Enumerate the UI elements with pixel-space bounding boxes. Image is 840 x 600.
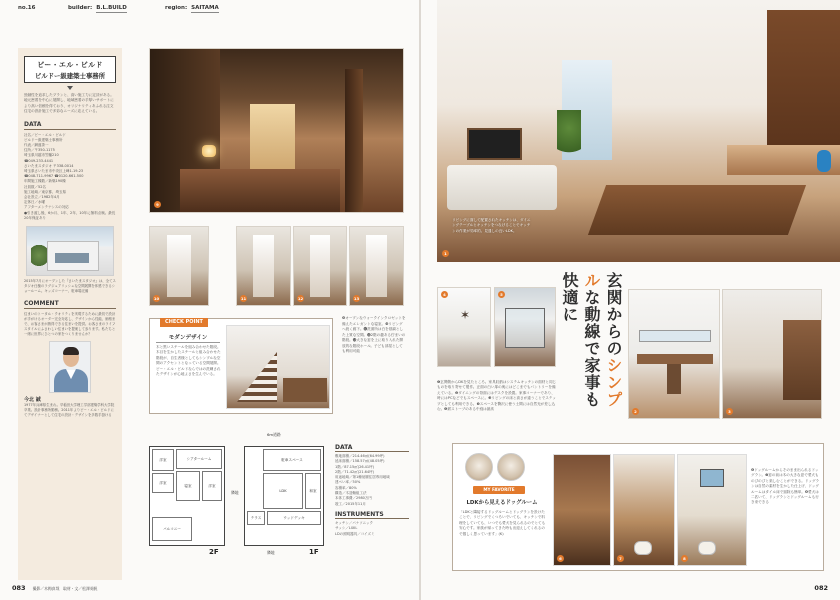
checkpoint-photo: [226, 325, 330, 409]
portrait-hair: [63, 347, 79, 355]
road-label: 6m道路: [267, 432, 281, 437]
office-photo: [26, 226, 114, 276]
tree-shape: [31, 245, 47, 271]
room: シアタールーム: [176, 449, 222, 469]
photo-number-badge: 4: [441, 291, 448, 298]
comment-text: 住まいのトータル・クオリティを実現するために最初で設計が手がけるオーダー完全対応し、デザインから性能、価格まで、お客さまが納得できる住まいを提供。お客さまのライフスタイルにふさわしい住まいを提案して参ります。私たちと一緒に世界にひとつの家をつくりませんか？: [24, 312, 116, 337]
room: バルコニー: [152, 517, 192, 541]
photo-notes: ❾オープンなウォークインクロゼットを備えたエレガントな寝室。❿リビングへ続く廊下。⓫洗面所は白を基調とした上質な空間。⓬2階の趣ある佇まいの階段。⓭大きな窓を上に取り入れた開放的な階段ホール。子ども部屋としても利用可能: [342, 316, 406, 353]
designer-bio: 1977年兵庫県生まれ。早稲田大学理工学部建築学科大学院卒業。設計事務所勤務。2011年よりビー・エル・ビルドにてデザイナーとして住宅の設計・デザインを多数手掛ける: [24, 403, 115, 418]
window-shape: [55, 253, 89, 263]
data-line: 施工地域／東京都、埼玉県: [24, 189, 66, 194]
profile-data-title: DATA: [24, 121, 116, 130]
plan-1f: [244, 446, 324, 546]
road-label: 隣地: [267, 550, 275, 555]
ceiling-fan-icon: ✶: [460, 308, 471, 322]
photo-number-badge: 9: [154, 201, 161, 208]
window-shape: [639, 330, 711, 342]
room: テラス: [247, 511, 265, 525]
room: LDK: [263, 473, 303, 509]
room: 洋室: [152, 473, 174, 493]
data-row: 敷地面積／214.46㎡(64.99坪): [335, 454, 385, 458]
dog-icon: [465, 453, 493, 481]
sofa-shape: [447, 165, 557, 210]
photo-dog-room: [553, 454, 611, 566]
photo-dog-door: [613, 454, 675, 566]
office-caption: 2015年7月にオープンした『さいたまスタジオ』は、全てスタジオ仕様のラグジュアリッシュな空間展開を体感できるショールーム。キッズコーナー、駐車場完備: [24, 279, 116, 294]
brand-box: [24, 56, 116, 83]
photo-number-badge: 1: [442, 250, 449, 257]
brand-kana: ビー・エル・ビルド: [37, 61, 103, 69]
headline-part: な動線で家事も快適に: [560, 272, 601, 408]
region-label: region: SAITAMA: [165, 5, 219, 11]
data-line: 年間施工棟数／新築190棟: [24, 179, 66, 184]
chair-shape: [667, 364, 681, 394]
designer-portrait: [49, 341, 91, 393]
footer-left: [12, 584, 97, 592]
profile-intro: 独創性を追求したプランと、高い施工力に定評がある。地元密着を中心に展開し、地域密着の手厚いサポートにより高い信頼を得ており、オリジナリティあふれる注文住宅の設計施工で多彩なニーズに応えている。: [24, 93, 114, 114]
bed-shape: [180, 169, 340, 213]
photo-washroom: [236, 226, 291, 306]
dog-icon: [698, 541, 716, 555]
house-data: [335, 444, 409, 537]
data-line: 埼玉県川越市笠幡210: [24, 153, 59, 158]
favorite-tag: MY FAVORITE: [473, 486, 525, 494]
tv-icon: [467, 128, 522, 160]
stair-shape: [237, 352, 277, 402]
instrument-row: サッシ／LIXIL: [335, 526, 358, 531]
data-line: ☎049-233-4441: [24, 158, 54, 163]
page-number-right: 082: [814, 584, 828, 592]
checkpoint-text: 木と黒いスチールを組み合わせた階段。木目を生かしたスチールと組み合わせた階段が、自生者様としてもシンプルな空間のアクセントとなっている空間展開。ビー・エル・ビルドならではの洗練されたデザインが心地よさを生んでいる。: [156, 345, 221, 377]
photo-study: [628, 289, 720, 419]
wall-shape: [310, 235, 331, 297]
photo-bedroom: [149, 48, 404, 213]
desk-shape: [637, 354, 713, 364]
photo-staircase: [349, 226, 404, 306]
data-row: 容積率／80%: [335, 485, 357, 490]
checkpoint-tag: CHECK POINT: [160, 318, 208, 327]
room: ウッドデッキ: [267, 511, 321, 525]
corridor-shape: [167, 235, 190, 297]
room: 駐車スペース: [263, 449, 321, 471]
builder-label: builder: B.L.BUILD: [68, 5, 127, 11]
checkpoint-title: モダンデザイン: [156, 333, 220, 343]
data-row: 延床面積／158.57㎡(48.05坪): [335, 459, 385, 464]
brand-name: ビルドー級建築士事務所: [34, 72, 106, 80]
favorite-side-captions: ❻ドッグルームからそのまま出られるドッグラン。❼窓の前は木の大きな窓で愛犬ものびのびと楽しむことができる。ドッグランは自然の素材を生かした仕上げ、ドッグルームはタイル床で掃除も簡単。❽愛犬は二匹いて、ドッグランとドッグルームも行き来できる: [751, 468, 820, 505]
room: 洋室: [202, 471, 222, 501]
photo-number-badge: 8: [681, 555, 688, 562]
data-line: ビルドー級建築士事務所: [24, 137, 63, 142]
vase-icon: [817, 150, 831, 172]
cabinet-shape: [767, 10, 840, 150]
data-row: 本体工事費／2980万円: [335, 496, 372, 501]
data-line: 社員数／52名: [24, 184, 46, 189]
plan-2f: [149, 446, 225, 546]
photo-hallway: [149, 226, 209, 306]
data-line: 社名／ビー・エル・ビルド: [24, 132, 66, 137]
photo-dog-run: [677, 454, 747, 566]
designer-name: 今北 誠: [24, 397, 41, 404]
house-data-title: DATA: [335, 444, 409, 452]
instruments-title: INSTRUMENTS: [335, 511, 409, 519]
favorite-title: LDKから見えるドッグルーム: [466, 500, 538, 506]
instrument-row: LDの照明器具／コイズミ: [335, 531, 375, 536]
photo-number-badge: 2: [632, 408, 639, 415]
comment-title: COMMENT: [24, 300, 116, 309]
arrow-down-icon: [67, 86, 73, 90]
page-gutter: [419, 0, 421, 600]
glass-shape: [505, 308, 545, 348]
shelf-shape: [283, 378, 327, 402]
photo-number-badge: 7: [617, 555, 624, 562]
data-line: 会社設立／1982年4月: [24, 195, 60, 200]
photo-number-badge: 10: [153, 296, 160, 301]
data-line: 定休日／水曜: [24, 200, 45, 205]
data-row: 用途地域／第1種低層住居専用地域: [335, 475, 390, 480]
data-line: 代表／網盛茶一: [24, 143, 49, 148]
ldk-caption: リビングに面して配置されたキッチンは、ダイニングテーブルとキッチンをつなげることでキッチンの作業が効率的。見通しの良いLDK。: [452, 218, 531, 233]
photo-number-badge: 12: [297, 296, 304, 301]
data-line: ●引き渡し後、6か月、1年、2年、10年に無料点検。最長20年保証あり: [24, 210, 116, 220]
room: 和室: [305, 473, 321, 509]
photo-number-badge: 11: [240, 296, 247, 301]
mid-captions: ❶玄関側からDKを見たところ。家具収納はシステムキッチンの面材と同じものを取り寄せて製作。正面の白い扉の奥にはどこまでもパントリーを備えている。❷ダイニングの背面にはデスクを設置。家事コーナーであり、時にはPCなどでもスペースに。❸リビングの床と高さが違うことでステップとしても利用できる。❹スペースを贅沢に使う土間には自然光が差し込む。❺薪ストーブのある中庭は最高: [437, 380, 557, 412]
data-row: 竣工／2015年11月: [335, 501, 366, 506]
photo-credit: 撮影／木梅真哉 取材・文／松澤英帆: [32, 586, 98, 591]
dog-icon: [634, 541, 652, 555]
floor-label-1f: 1F: [309, 548, 319, 556]
room: 寝室: [176, 471, 200, 501]
photo-number-badge: 5: [498, 291, 505, 298]
wall-shape: [253, 235, 274, 297]
builder-profile: [18, 48, 122, 580]
floor-plan: [149, 430, 324, 556]
data-line: アフターメンテナンスの対応: [24, 205, 69, 210]
data-row: 1階／87.15㎡(26.41坪): [335, 464, 374, 469]
issue-number: no.16: [18, 5, 36, 11]
room: 洋室: [152, 449, 174, 471]
dog-icon: [497, 453, 525, 481]
data-line: 住所／〒350-1175: [24, 148, 55, 153]
photo-ceiling: [437, 287, 491, 367]
data-row: 建ぺい率／50%: [335, 480, 361, 485]
data-line: さいたまスタジオ 〒338-0014: [24, 163, 74, 168]
window-shape: [700, 469, 724, 487]
data-line: 埼玉県さいたま市中央区上峰1-19-23: [24, 169, 84, 174]
floor-label-2f: 2F: [209, 548, 219, 556]
profile-data-list: [24, 133, 116, 221]
data-row: 構造／木造軸組工法: [335, 491, 367, 496]
headline-highlight: シンプル: [582, 272, 623, 408]
stair-shape: [366, 235, 387, 297]
plant-icon: [557, 110, 581, 170]
instrument-row: キッチン／パナソニック: [335, 520, 374, 525]
page-number-left: 083: [12, 584, 26, 592]
photo-kitchen-side: [722, 289, 822, 419]
photo-number-badge: 6: [557, 555, 564, 562]
my-favorite-box: [452, 443, 824, 571]
photo-courtyard: [494, 287, 556, 367]
checkpoint-box: [149, 318, 333, 414]
lamp-icon: [202, 145, 216, 157]
cabinet-shape: [783, 320, 822, 400]
table-shape: [588, 185, 806, 235]
road-label: 隣地: [231, 490, 239, 495]
favorite-text: 「LDKと隣接するドッグルームとドッグランを設けたことで、リビングでくつろいでいても、キッチンで料理をしていても、いつでも愛犬を見られるのでとても安心です。家族が帰ってきた時も出迎えしてくれるので嬉しく思っています」(K): [459, 510, 546, 536]
data-line: ☎048-711-9967 ☎0120-661-500: [24, 174, 84, 179]
feature-headline: [560, 272, 624, 412]
photo-number-badge: 13: [353, 296, 360, 301]
photo-number-badge: 3: [726, 408, 733, 415]
photo-vanity: [293, 226, 347, 306]
headline-part: 玄関からの: [604, 272, 623, 357]
data-row: 2階／71.42㎡(21.64坪): [335, 469, 374, 474]
pillar-shape: [345, 69, 363, 213]
